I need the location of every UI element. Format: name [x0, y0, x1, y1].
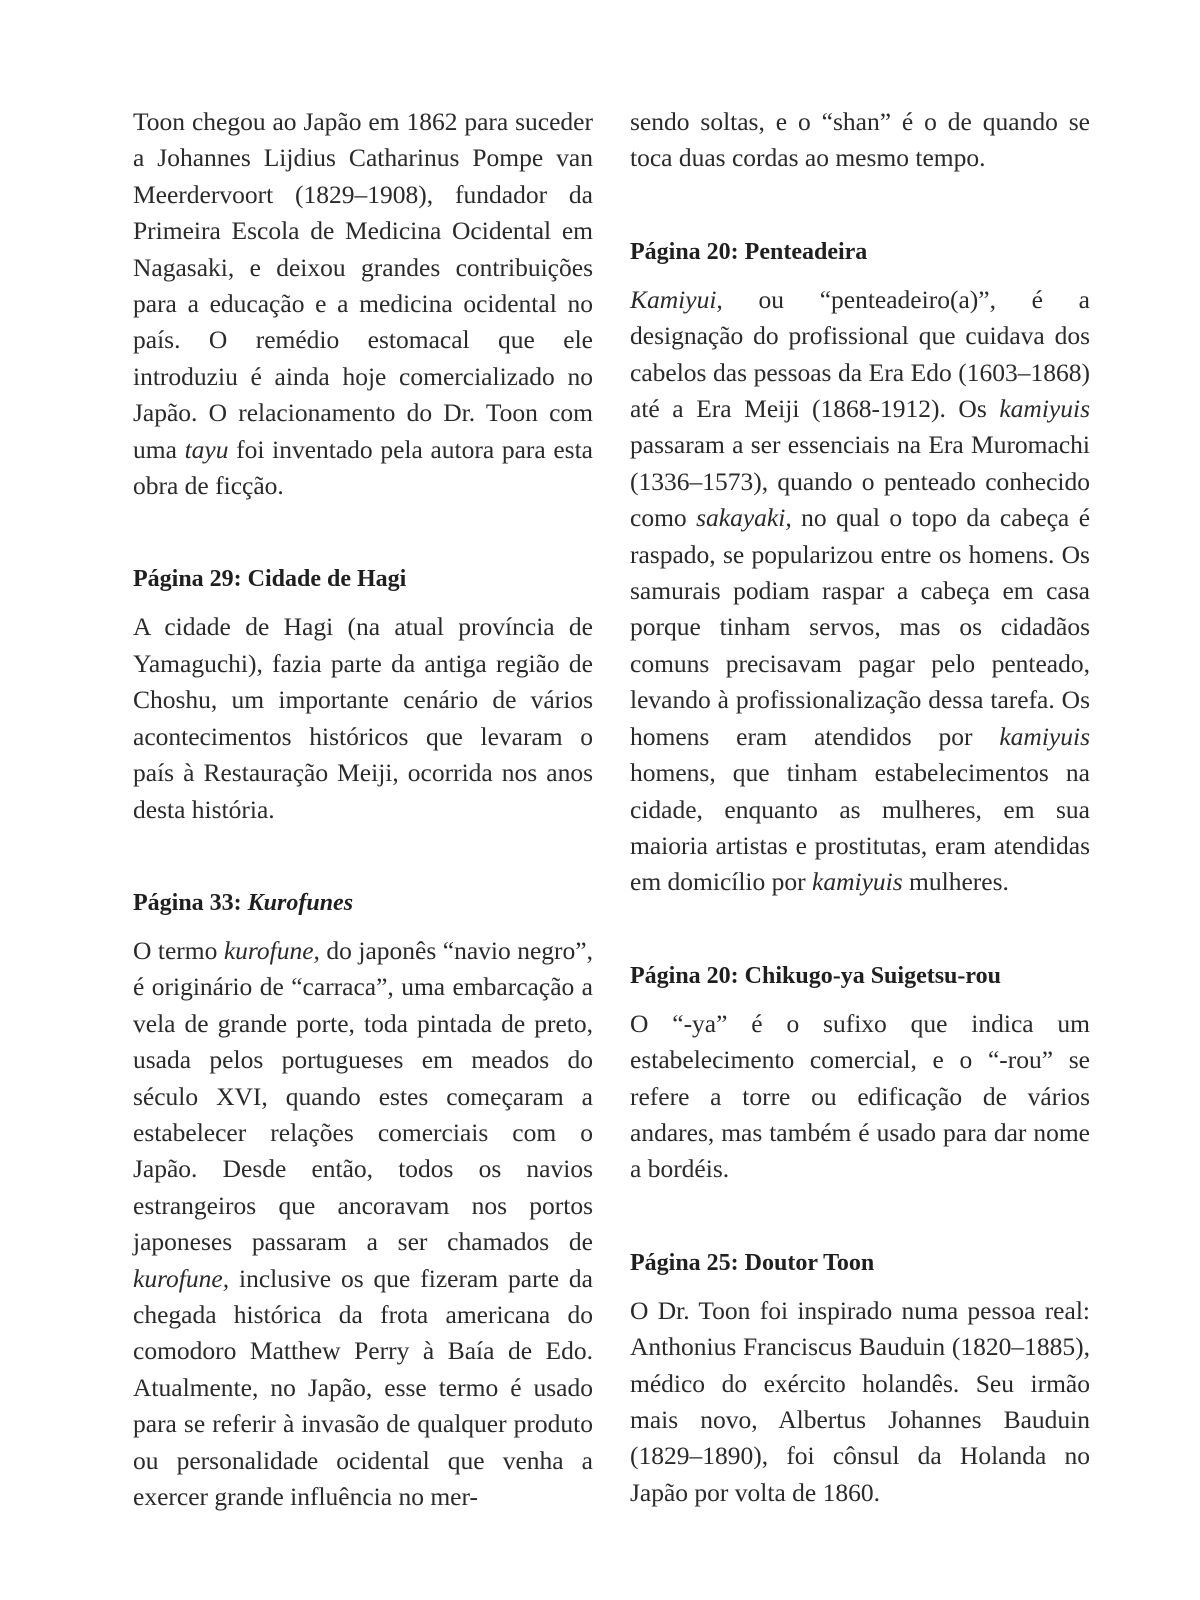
penteadeira-italic-4: kamiyuis	[999, 721, 1090, 751]
penteadeira-text-2: passaram a ser essenciais na Era Muromachi (1336–1573), quando o penteado conhecido como	[630, 430, 1090, 533]
intro-text-end: foi inventado pela autora para esta obra de ficção.	[133, 434, 593, 501]
paragraph-penteadeira	[630, 282, 1090, 901]
paragraph-chikugo: O “-ya” é o sufixo que indica um estabelecimento comercial, e o “-rou” se refere a torre ou edificação de vários andares, mas também é usado para dar nome a bordéis.	[630, 1008, 1090, 1184]
intro-paragraph	[133, 104, 593, 504]
penteadeira-italic-1: Kamiyui,	[630, 284, 723, 314]
heading-chikugo: Página 20: Chikugo-ya Suigetsu-rou	[630, 962, 1001, 989]
heading-penteadeira: Página 20: Penteadeira	[630, 238, 868, 265]
heading-hagi: Página 29: Cidade de Hagi	[133, 566, 407, 593]
left-column	[133, 104, 593, 1515]
penteadeira-text-4: homens, que tinham estabelecimentos na cidade, enquanto as mulheres, em sua maioria artistas e prostitutas, eram atendidas em domicílio por	[630, 758, 1090, 897]
heading-kurofunes-italic: Kurofunes	[247, 889, 354, 916]
kurofunes-italic-1: kurofune,	[223, 935, 320, 965]
kurofunes-text-3: inclusive os que fizeram parte da chegada histórica da frota americana do comodoro Matthew Perry à Baía de Edo. Atualmente, no Japão, esse termo é usado para se referir à invasão de qualquer produto ou personalidade ocidental que venha a exercer grande influência no mer-	[133, 1263, 593, 1511]
penteadeira-italic-2: kamiyuis	[999, 394, 1090, 424]
right-column	[630, 104, 1090, 1511]
paragraph-hagi: A cidade de Hagi (na atual província de Yamaguchi), fazia parte da antiga região de Choshu, um importante cenário de vários acontecimentos históricos que levaram o país à Restauração Meiji, ocorrida nos anos desta história.	[133, 612, 593, 824]
intro-italic-term: tayu	[184, 434, 229, 464]
penteadeira-italic-3: sakayaki,	[696, 503, 792, 533]
paragraph-kurofunes	[133, 933, 593, 1516]
penteadeira-italic-5: kamiyuis	[812, 867, 903, 897]
penteadeira-text-3: no qual o topo da cabeça é raspado, se popularizou entre os homens. Os samurais podiam raspar a cabeça em casa porque tinham servos, mas os cidadãos comuns precisavam pagar pelo penteado, levando à profissionalização dessa tarefa. Os homens eram atendidos por	[630, 503, 1091, 751]
kurofunes-text-2: do japonês “navio negro”, é originário de “carraca”, uma embarcação a vela de grande porte, toda pintada de preto, usada pelos portugueses em meados do século XVI, quando estes começaram a estabelecer relações comerciais com o Japão. Desde então, todos os navios estrangeiros que ancoravam nos portos japoneses passaram a ser chamados de	[133, 935, 593, 1257]
penteadeira-text-1: ou “penteadeiro(a)”, é a designação do profissional que cuidava dos cabelos das pessoas da Era Edo (1603–1868) até a Era Meiji (1868-1912). Os	[630, 284, 1090, 424]
penteadeira-text-5: mulheres.	[902, 867, 1009, 897]
paragraph-doutor-toon: O Dr. Toon foi inspirado numa pessoa real: Anthonius Franciscus Bauduin (1820–1885), médico do exército holandês. Seu irmão mais novo, Albertus Johannes Bauduin (1829–1890), foi cônsul da Holanda no Japão por volta de 1860.	[630, 1295, 1090, 1507]
heading-doutor-toon: Página 25: Doutor Toon	[630, 1249, 875, 1276]
intro-text: Toon chegou ao Japão em 1862 para suceder a Johannes Lijdius Catharinus Pompe van Meerdervoort (1829–1908), fundador da Primeira Escola de Medicina Ocidental em Nagasaki, e deixou grandes contribuições para a educação e a medicina ocidental no país. O remédio estomacal que ele introduziu é ainda hoje comercializado no Japão. O relacionamento do Dr. Toon com uma	[133, 107, 593, 464]
kurofunes-italic-2: kurofune,	[133, 1263, 230, 1293]
continuation-paragraph: sendo soltas, e o “shan” é o de quando se toca duas cordas ao mesmo tempo.	[630, 107, 1090, 173]
heading-kurofunes-prefix: Página 33:	[133, 889, 248, 916]
kurofunes-text-1: O termo	[133, 935, 224, 965]
heading-kurofunes	[133, 885, 593, 921]
